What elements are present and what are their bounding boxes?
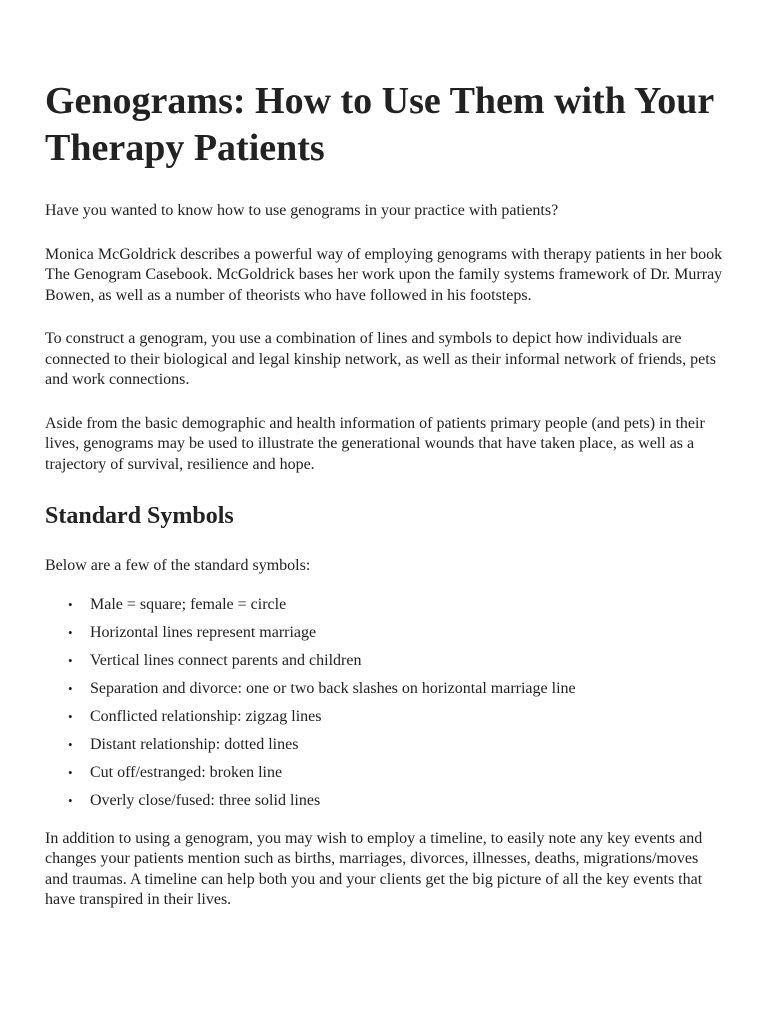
- construct-paragraph: To construct a genogram, you use a combination of lines and symbols to depict how individuals are connected to their biological and legal kinship network, as well as their informal network of friends, pets and work connections.: [45, 330, 716, 388]
- bullet-icon: •: [68, 708, 73, 724]
- bullet-icon: •: [68, 652, 73, 668]
- list-item-text: Distant relationship: dotted lines: [90, 735, 299, 753]
- list-item: [68, 735, 724, 755]
- list-item: [68, 791, 724, 811]
- bullet-icon: •: [68, 624, 73, 640]
- list-item: [68, 595, 724, 615]
- list-item: [68, 679, 724, 699]
- list-item-text: Cut off/estranged: broken line: [90, 763, 283, 781]
- list-item-text: Horizontal lines represent marriage: [90, 623, 317, 641]
- intro-paragraph: Have you wanted to know how to use genograms in your practice with patients?: [45, 202, 559, 219]
- list-item: [68, 623, 724, 643]
- section-heading-standard-symbols: Standard Symbols: [45, 503, 234, 529]
- list-item-text: Separation and divorce: one or two back slashes on horizontal marriage line: [90, 679, 576, 697]
- list-item: [68, 707, 724, 727]
- bullet-icon: •: [68, 792, 73, 808]
- list-item-text: Vertical lines connect parents and children: [90, 651, 362, 669]
- bullet-icon: •: [68, 736, 73, 752]
- bullet-icon: •: [68, 764, 73, 780]
- symbols-list: [45, 595, 724, 811]
- timeline-paragraph: In addition to using a genogram, you may wish to employ a timeline, to easily note any key events and changes your patients mention such as births, marriages, divorces, illnesses, deaths, migrations/moves and traumas. A timeline can help both you and your clients get the big picture of all the key events that have transpired in their lives.: [45, 829, 703, 908]
- bullet-icon: •: [68, 596, 73, 612]
- demographic-paragraph: Aside from the basic demographic and health information of patients primary people (and pets) in their lives, genograms may be used to illustrate the generational wounds that have taken place, as well as a trajectory of survival, resilience and hope.: [45, 414, 705, 473]
- list-item-text: Male = square; female = circle: [90, 595, 287, 613]
- mcgoldrick-paragraph: Monica McGoldrick describes a powerful way of employing genograms with therapy patients in her book The Genogram Casebook. McGoldrick bases her work upon the family systems framework of Dr. Murray Bowen, as well as a number of theorists who have followed in his footsteps.: [45, 245, 723, 304]
- list-item-text: Conflicted relationship: zigzag lines: [90, 707, 322, 725]
- list-item: [68, 763, 724, 783]
- article-title: Genograms: How to Use Them with Your Therapy Patients: [45, 80, 714, 169]
- list-intro: Below are a few of the standard symbols:: [45, 557, 311, 574]
- list-item: [68, 651, 724, 671]
- list-item-text: Overly close/fused: three solid lines: [90, 791, 321, 809]
- bullet-icon: •: [68, 680, 73, 696]
